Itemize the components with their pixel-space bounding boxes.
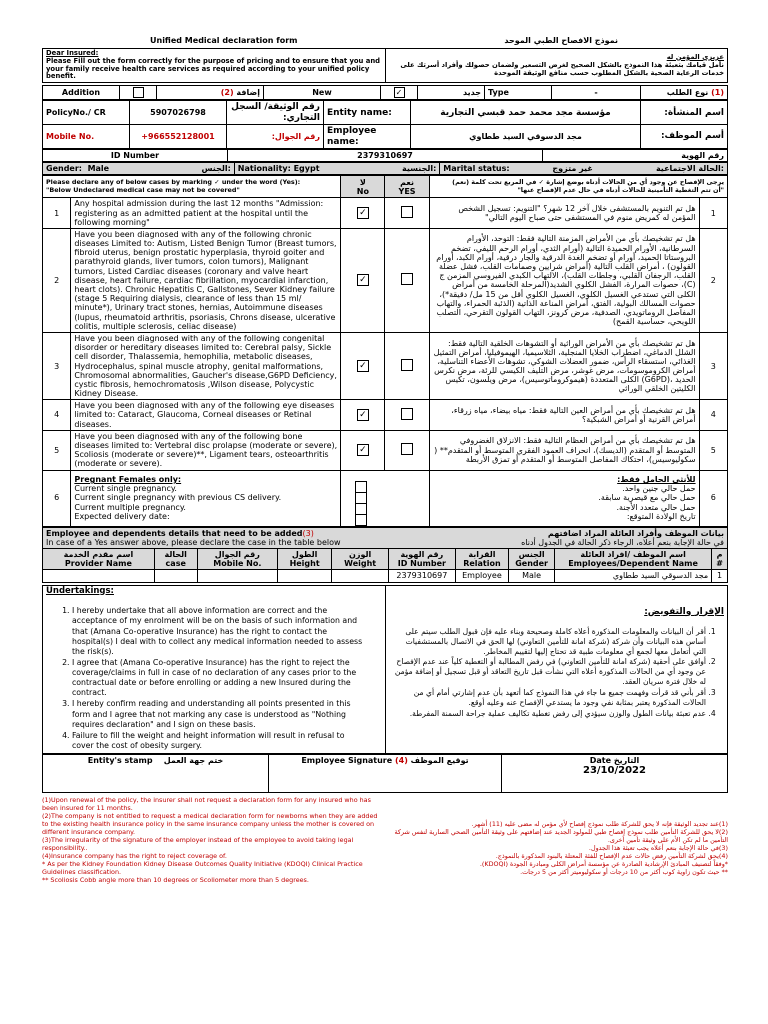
yes-header: [385, 176, 429, 198]
column-header-en: Weight: [344, 559, 377, 569]
question-row-1: [43, 198, 728, 229]
nationality-label-en: Nationality:: [237, 164, 291, 174]
yes-cell[interactable]: [385, 400, 429, 431]
marital-label-ar: الحالة الاجتماعية:: [655, 164, 724, 174]
date-cell: [501, 755, 727, 793]
intro-en-body: Please Fill out the form correctly for the purpose of pricing and to ensure that you and your family receive health care services as required according to your unified policy benefit.: [46, 56, 381, 81]
id-label-ar: رقم الهوية: [543, 149, 728, 161]
question-number-ar: 4: [699, 400, 727, 431]
dependent-relation[interactable]: Employee: [455, 570, 509, 582]
footnote-en: * As per the Kidney Foundation Kidney Disease Outcomes Quality Initiative (KDOQI) Clinical Practice Guidelines classification.: [42, 860, 363, 877]
signatures-table: [42, 754, 728, 793]
employee-signature-cell[interactable]: [269, 755, 502, 793]
column-header-ar: م: [716, 549, 723, 559]
no-cell[interactable]: [341, 228, 385, 332]
footnote-en: (1)Upon renewal of the policy, the insurer shall not request a declaration form for any insured who has been insured for 11 months.: [42, 796, 371, 813]
question-number: 5: [43, 430, 71, 470]
policy-label-en: PolicyNo./ CR: [43, 101, 130, 125]
signature-label-ar: توقيع الموظف: [410, 756, 469, 766]
pregnancy-line-en: Current single pregnancy with previous CS delivery.: [74, 493, 282, 503]
dependent-name[interactable]: مجد الدسوقي السيد ططاوي: [554, 570, 711, 582]
dependent-height[interactable]: [278, 570, 332, 582]
no-en: No: [356, 186, 369, 196]
pregnancy-heading-ar: للأنثى الحامل فقط:: [617, 475, 696, 485]
question-text-ar: هل تم التنويم بالمستشفى خلال آخر 12 شهر؟ "التنويم: تسجيل الشخص المؤمن له كمريض منوم في المستشفى حتى صباح اليوم التالي": [429, 198, 699, 229]
type-dash: -: [552, 86, 641, 100]
question-text-ar: هل تم تشخيصك بأي من الأمراض المزمنة التالية فقط: التوحد، الأورام السرطانية، الأورام الحميدة التالية (أورام الثدي، أورام الرحم الليفي، تضخم البروستاتا الحميد، أورام أو تضخم الغدة الدرقية والجار درقية، أورام الكبد، أورام القولون) ، أمراض القلب التالية (أمراض شرايين وصمامات القلب، فشل عضلة القلب، الرجفان القلبي، وجلطات القلب)، الالتهاب الكبدي الفيروسي المزمن ج (C)، حصوات المرارة، الفشل الكلوي الشديد(المرحلة الخامسة من أمراض الكلى التي تستدعي الغسيل الكلوي، الغسيل الكلوي أقل من 15 مل/ دقيقة*)، حصوات المسالك البولية، الفتق، أمراض المناعة الذاتية (الذئبة الحمراء، والتهاب المفاصل الروماتويدي، الصدفية، مرض كرونز، التهاب القولون التقرحي، التصلب اللويحي، حساسية القمح): [429, 228, 699, 332]
entity-name: مؤسسة مجد محمد حمد قبسي التجارية: [411, 101, 641, 125]
undertakings-list-en: [46, 606, 382, 751]
dependents-heading-ar: بيانات الموظف وأفراد العائلة المراد اضافتهم: [547, 528, 724, 538]
pregnancy-line-en: Current single pregnancy.: [74, 484, 177, 494]
question-number: 3: [43, 332, 71, 399]
addition-checkbox[interactable]: [133, 87, 144, 98]
pregnancy-heading-en: Pregnant Females only:: [74, 475, 182, 485]
pregnancy-line-ar: حمل حالي متعدد الأجنة.: [616, 502, 696, 512]
undertakings-heading-ar: الإقرار والتفويض:: [644, 606, 724, 617]
footnote-en: (4)Insurance company has the right to reject coverage of.: [42, 852, 227, 861]
mobile-label-en: Mobile No.: [43, 125, 130, 149]
dependents-sub-en: In case of a Yes answer above, please declare the case in the table below: [46, 537, 341, 547]
signature-sup: (4): [394, 756, 408, 766]
id-label-en: ID Number: [43, 149, 228, 161]
pregnancy-ar: [429, 470, 699, 526]
yes-checkbox[interactable]: [401, 206, 413, 218]
undertakings-ar: [385, 585, 728, 754]
addition-label-ar: إضافة: [236, 88, 260, 98]
question-header-en: [43, 176, 341, 198]
yes-cell[interactable]: [385, 228, 429, 332]
signature-label-en: Employee Signature: [301, 756, 393, 766]
question-header-ar1: يرجى الإفصاح عن وجود أي من الحالات أدناه بوضع إشارة: [546, 178, 724, 187]
question-text-en: Have you been diagnosed with any of the following congenital disorder or hereditary diseases limited to: Cerebral palsy, Sickle cell disorder, Thalassemia, hemophilia, metabolic diseases, Hydrocephalus, spinal muscle atrophy, genital malformations, Chromosomal abnormalities, Gaucher's disease,G6PD Deficiency, cystic fibrosis, hemochromatosis ,Wilson disease, Polycystic Kidney Disease.: [71, 332, 341, 399]
date-label-ar: التاريخ: [613, 756, 640, 766]
intro-en: [43, 49, 386, 83]
no-cell[interactable]: [341, 430, 385, 470]
yes-checkbox[interactable]: [401, 408, 413, 420]
footnotes-en: [42, 796, 385, 884]
footnotes-table: [42, 796, 728, 884]
question-number-ar: 1: [699, 198, 727, 229]
undertaking-item-ar: 4. عدم تعبئة بيانات الطول والوزن سيؤدي إلى رفض تغطية تكاليف عملية جراحة السمنة المفرطة.: [395, 709, 707, 719]
question-number-ar: 6: [699, 470, 727, 526]
undertakings-en: [43, 585, 386, 754]
check-symbol: ✓: [214, 178, 220, 187]
footnote-ar: (3)في حالة الإجابة بنعم أعلاه يجب تعبئة هذا الجدول.: [588, 844, 728, 853]
undertakings-list-ar: [389, 627, 725, 719]
question-header-en2: under the word (Yes):: [221, 178, 301, 187]
addition-label-ar-cell: [157, 86, 264, 100]
footnote-en: (2)The company is not entitled to request a medical declaration form for newborns when they are added to the existing health insurance policy in the same insurance company unless the mother is covered on different insurance company.: [42, 812, 378, 837]
new-label-ar: جديد: [418, 86, 485, 100]
marital-label-en: Marital status:: [443, 164, 510, 174]
dependent-provider[interactable]: [43, 570, 155, 582]
pregnancy-line-ar: تاريخ الولادة المتوقع:: [626, 511, 696, 521]
employee-name: مجد الدسوقي السيد ططاوي: [411, 125, 641, 149]
pregnancy-date-checkbox[interactable]: [355, 514, 367, 526]
undertaking-item-en: 1. I hereby undertake that all above information are correct and the acceptance of my enrolment will be on the basis of such information and that (Amana Co-operative Insurance) has the right to contact the hospital(s) I deal with to collect any medical information needed to assess the risk(s).: [72, 606, 368, 657]
dependents-column-header: [154, 548, 197, 569]
title-ar: نموذج الافصاح الطبي الموحد: [504, 36, 618, 46]
policy-label-ar: رقم الوثيقة/ السجل التجاري:: [227, 101, 324, 125]
question-text-en: Have you been diagnosed with any of the following chronic diseases Limited to: Autism, Listed Benign Tumor (Breast tumors, fibroid uterus, benign prostatic hyperplasia, thyroid goiter and parathyroid glands, liver tumors, colon tumors), Malignant tumors, Listed Cardiac diseases (coronary and valve heart disease, heart failure, cardiac fibrillation, myocardial infarction, heart clots). Chronic Hepatitis C, Gallstones, Sever Kidney failure (stage 5 Requiring dialysis, clearance of less than 15 ml/ minute*), Urinary tract stones, hernias, Autoimmune diseases (lupus, rheumatoid arthritis, psoriasis, Chrons disease, ulcerative colitis, multiple sclerosis, celiac disease): [71, 228, 341, 332]
no-checkbox[interactable]: ✓: [357, 444, 369, 456]
question-number: 6: [43, 470, 71, 526]
column-header-en: Gender: [515, 559, 548, 569]
intro-table: [42, 48, 728, 83]
column-header-en: #: [716, 559, 723, 569]
entity-label-ar: اسم المنشأة:: [641, 101, 728, 125]
check-symbol-ar: ✓: [538, 178, 545, 187]
dependents-sub-ar: في حالة الإجابة بنعم أعلاه، الرجاء ذكر الحالة في الجدول أدناه: [521, 537, 724, 547]
mobile-number: +966552128001: [130, 125, 227, 149]
addition-box-cell[interactable]: [120, 86, 157, 100]
undertaking-item-ar: 3. أقر بأني قد قرأت وفهمت جميع ما جاء في هذا النموذج كما أتعهد بأن عدم إشارتي أمام أي من الحالات المذكورة يعتبر بمثابة نفي وجود ما يستدعي الإفصاح عنه وعليه أوقع.: [395, 688, 707, 708]
no-ar: لا: [359, 177, 366, 187]
question-text-en: Have you been diagnosed with any of the following eye diseases limited to: Cataract, Glaucoma, Corneal diseases or Retinal diseases.: [71, 400, 341, 431]
column-header-en: Employees/Dependent Name: [568, 559, 698, 569]
question-text-en: Have you been diagnosed with any of the following bone diseases limited to: Vertebral disc prolapse (moderate or severe), Scoliosis (moderate or severe)**, Ligament tears, osteoarthritis (moderate or severe).: [71, 430, 341, 470]
column-header-en: Relation: [463, 559, 501, 569]
marital-cell: [440, 163, 728, 175]
question-number-ar: 2: [699, 228, 727, 332]
yes-cell[interactable]: [385, 198, 429, 229]
pregnancy-line-en: Current multiple pregnancy.: [74, 502, 186, 512]
yes-cell[interactable]: [385, 430, 429, 470]
dependent-num[interactable]: 1: [712, 570, 728, 582]
dependents-body: [43, 570, 728, 582]
question-text-en: Any hospital admission during the last 12 months "Admission: registering as an admitted patient at the hospital until the following morning": [71, 198, 341, 229]
marital-value: غير متزوج: [552, 164, 593, 174]
type-label-ar: نوع الطلب: [666, 88, 709, 98]
question-row-2: [43, 228, 728, 332]
dependent-mobile[interactable]: [197, 570, 277, 582]
no-checkbox[interactable]: ✓: [357, 207, 369, 219]
form-titles: [42, 34, 728, 48]
pregnancy-line-en: Expected delivery date:: [74, 511, 170, 521]
employee-label-en: Employee name:: [324, 125, 411, 149]
column-header-ar: اسم مقدم الخدمة: [63, 549, 134, 559]
question-row-6: [43, 470, 728, 526]
column-header-ar: الوزن: [349, 549, 372, 559]
footnote-ar: *وفقاً لتصنيف المبادئ الإرشادية الصادرة عن مؤسسة أمراض الكلى ومبادرة الجودة (KDOQI).: [479, 860, 728, 869]
dependents-heading-en: Employee and dependents details that need to be added: [46, 528, 303, 538]
undertaking-item-en: 4. Failure to fill the weight and height information will result in refusal to cover the cost of obesity surgery.: [72, 731, 368, 751]
column-header-en: Provider Name: [64, 559, 132, 569]
title-en: Unified Medical declaration form: [150, 36, 298, 46]
dependent-id[interactable]: 2379310697: [389, 570, 456, 582]
questions-table: [42, 175, 728, 526]
pregnancy-en: [71, 470, 341, 526]
yes-checkbox[interactable]: [401, 443, 413, 455]
yes-checkbox[interactable]: [401, 359, 413, 371]
dependent-gender[interactable]: Male: [509, 570, 555, 582]
dependents-column-header: [554, 548, 711, 569]
pregnancy-checkboxes: [341, 470, 429, 526]
questions-body: [43, 198, 728, 470]
mobile-label-ar: رقم الجوال:: [227, 125, 324, 149]
dependent-case[interactable]: [154, 570, 197, 582]
footnote-ar: (2)لا يحق للشركة التأمين طلب نموذج إفصاح طبي للمولود الجديد عند إضافتهم على وثيقة التأمين الصحي السارية لنفس شركة التأمين ما لم تكن الأم على وثيقة تأمين أخرى.: [394, 828, 728, 845]
no-cell[interactable]: [341, 332, 385, 399]
column-header-en: Mobile No.: [213, 559, 262, 569]
no-checkbox[interactable]: ✓: [357, 409, 369, 421]
date-label-en: Date: [589, 756, 612, 766]
pregnancy-line-ar: حمل حالي مع قيصرية سابقة.: [598, 493, 696, 503]
footnote-en: ** Scoliosis Cobb angle more than 10 degrees or Scoliometer more than 5 degrees.: [42, 876, 309, 885]
new-checkbox[interactable]: ✓: [394, 87, 405, 98]
footnote-ar: ** حيث تكون زاوية كوب أكثر من 10 درجات أو سكوليوميتر أكثر من 5 درجات.: [520, 868, 728, 877]
undertaking-item-en: 2. I agree that (Amana Co-operative Insurance) has the right to reject the coverage/claims in full in case of no declaration of any cases prior to the contractual date or before enrolling or adding a new Insured during the contract.: [72, 658, 368, 699]
column-header-ar: الجنس: [518, 549, 545, 559]
question-row-5: [43, 430, 728, 470]
undertaking-item-ar: 2. أوافق على أحقية (شركة امانة للتأمين التعاوني) في رفض المطالبة أو التغطية كلياً عند عدم الإفصاح عن وجود أي من الحالات المذكورة أعلاه التي نشأت قبل تاريخ التعاقد أو قبل تسجيل أو إضافة مؤمن له خلال فترة سريان العقد.: [395, 657, 707, 687]
nationality-label-ar: الجنسية:: [402, 164, 437, 174]
no-checkbox[interactable]: ✓: [357, 274, 369, 286]
addition-sup: (2): [220, 88, 234, 98]
entity-label-en: Entity name:: [324, 101, 411, 125]
question-header-en1: Please declare any of below cases by marking: [46, 178, 212, 187]
question-header-ar3: "أن تتم التغطية التأمينية للحالات أدناه في حال عدم الإفصاح عنها": [517, 185, 724, 194]
footnote-ar: (4)يحق لشركة التأمين رفض حالات عدم الإفصاح للفئة المعتلة بالبنود المذكورة بالنموذج.: [495, 852, 728, 861]
question-number: 2: [43, 228, 71, 332]
stamp-label-ar: ختم جهة العمل: [163, 756, 224, 766]
declaration-form: [42, 34, 728, 884]
question-row-4: [43, 400, 728, 431]
yes-cell[interactable]: [385, 332, 429, 399]
dependents-column-header: [197, 548, 277, 569]
new-label-en: New: [264, 86, 381, 100]
dependents-column-header: [389, 548, 456, 569]
gender-cell: [43, 163, 235, 175]
dependents-table: [42, 527, 728, 583]
dependent-weight[interactable]: [332, 570, 389, 582]
dependents-column-header: [332, 548, 389, 569]
question-text-ar: هل تم تشخيصك بأي من الأمراض الوراثية أو التشوهات الخلقية التالية فقط: الشلل الدماغي، اضطراب الخلايا المنجلية، الثلاسيميا، الهيموفيليا، أمراض التمثيل الغذائي، استسقاء الرأس، ضمور العضلات الشوكي، تشوهات الأعضاء التناسلية، أمراض الكروموسومات، مرض غوشر، مرض التليف الكيسي للرئة، مرض نكرس الحديد ،(G6PD) الكلى المتعددة (هيموكروماتوسيس)، مرض ويلسون، تكيس الكليتين الخلقي الوراثي: [429, 332, 699, 399]
stamp-cell[interactable]: [43, 755, 269, 793]
column-header-ar: رقم الهوية: [400, 549, 444, 559]
question-header-ar: [429, 176, 727, 198]
intro-ar: [385, 49, 728, 83]
gender-label-ar: الجنس:: [201, 164, 231, 174]
type-sup: (1): [711, 88, 724, 98]
question-text-ar: هل تم تشخيصك بأي من أمراض العظام التالية فقط: الانزلاق الغضروفي المتوسط أو المتقدم (الديسك)، انحراف العمود الفقري المتوسط أو المتقدم** ( سكوليوسيس)، احتكاك المفاصل المتوسط أو المتقدم أو تمزق الأربطة: [429, 430, 699, 470]
question-number: 1: [43, 198, 71, 229]
no-cell[interactable]: [341, 400, 385, 431]
type-label-ar-cell: [641, 86, 728, 100]
personal-table: [42, 162, 728, 175]
footnote-en: (3)The irregularity of the signature of the employer instead of the employee to avoid taking legal responsibility..: [42, 836, 354, 853]
column-header-ar: اسم الموظف /افراد العائلة: [580, 549, 686, 559]
column-header-en: Height: [289, 559, 320, 569]
dependents-heading-sup: (3): [302, 528, 314, 538]
yes-checkbox[interactable]: [401, 273, 413, 285]
dependents-column-header: [278, 548, 332, 569]
nationality-value: Egypt: [293, 164, 320, 174]
question-header-ar2: في المربع تحت كلمة (نعم): [452, 178, 537, 187]
gender-value: Male: [87, 164, 110, 174]
column-header-ar: الطول: [291, 549, 318, 559]
request-type-table: [42, 85, 728, 100]
undertaking-item-en: 3. I hereby confirm reading and understanding all points presented in this form and I agree that not marking any case is understood as "Nothing requires declaration" and I sign on these basis.: [72, 699, 368, 729]
dependents-column-header: [509, 548, 555, 569]
policy-table: [42, 100, 728, 149]
id-number: 2379310697: [228, 149, 543, 161]
column-header-en: case: [165, 559, 186, 569]
question-number: 4: [43, 400, 71, 431]
dependents-header-row: [43, 548, 728, 569]
dependents-heading-ar-cell: [389, 527, 728, 548]
footnotes-ar: [385, 796, 728, 884]
stamp-label-en: Entity's stamp: [87, 756, 153, 766]
question-row-3: [43, 332, 728, 399]
dependents-heading-en-cell: [43, 527, 389, 548]
new-box-cell[interactable]: [381, 86, 418, 100]
policy-number: 5907026798: [130, 101, 227, 125]
addition-label-en: Addition: [43, 86, 120, 100]
pregnancy-line-ar: حمل حالي جنين واحد.: [622, 484, 696, 494]
intro-ar-body: نأمل قيامك بتعبئة هذا النموذج بالشكل الصحيح لغرض التسعير ولضمان حصولك وأفراد أسرتك على خدمات الرعاية الصحية بالشكل المطلوب حسب منافع الوثيقة الموحدة: [400, 60, 724, 77]
undertaking-item-ar: 1. أقر أن البيانات والمعلومات المذكورة أعلاه كاملة وصحيحة وبناء عليه فإن قبول الطلب سيتم على أساس هذه البيانات وأن شركة (شركة امانة للتأمين التعاوني) لها الحق في الاتصال بالمستشفيات التي أتعامل معها لجمع أي معلومات طبية قد تحتاج إليها لتقييم المخاطر.: [395, 627, 707, 657]
dependents-column-header: [455, 548, 509, 569]
dependents-row: [43, 570, 728, 582]
question-number-ar: 3: [699, 332, 727, 399]
employee-label-ar: أسم الموظف:: [641, 125, 728, 149]
id-table: [42, 149, 728, 162]
no-cell[interactable]: [341, 198, 385, 229]
footnote-ar: (1)عند تجديد الوثيقة فإنه لا يحق للشركة طلب نموذج إفصاح لأي مؤمن له مضى عليه (11) أشهر.: [471, 820, 728, 829]
type-label-en: Type: [485, 86, 552, 100]
column-header-ar: القرابة: [468, 549, 496, 559]
undertakings-table: [42, 585, 728, 755]
dependents-column-header: [712, 548, 728, 569]
yes-en: YES: [398, 186, 416, 196]
yes-ar: نعم: [400, 177, 414, 187]
no-header: [341, 176, 385, 198]
intro-ar-heading: عزيزي المؤمن له: [666, 52, 724, 61]
intro-en-heading: Dear Insured:: [46, 49, 99, 57]
undertakings-heading-en: Undertakings:: [46, 585, 114, 596]
dependents-column-header: [43, 548, 155, 569]
question-text-ar: هل تم تشخيصك بأي من أمراض العين التالية فقط: مياه بيضاء، مياه زرقاء، أمراض القرنية أو أمراض الشبكية؟: [429, 400, 699, 431]
date-value: 23/10/2022: [582, 765, 646, 777]
nationality-cell: [234, 163, 440, 175]
gender-label-en: Gender:: [46, 164, 82, 174]
no-checkbox[interactable]: ✓: [357, 360, 369, 372]
column-header-en: ID Number: [397, 559, 446, 569]
question-number-ar: 5: [699, 430, 727, 470]
column-header-ar: الحالة: [164, 549, 187, 559]
column-header-ar: رقم الجوال: [214, 549, 260, 559]
question-header-en3: "Below Undeclared medical case may not be covered": [46, 185, 240, 194]
